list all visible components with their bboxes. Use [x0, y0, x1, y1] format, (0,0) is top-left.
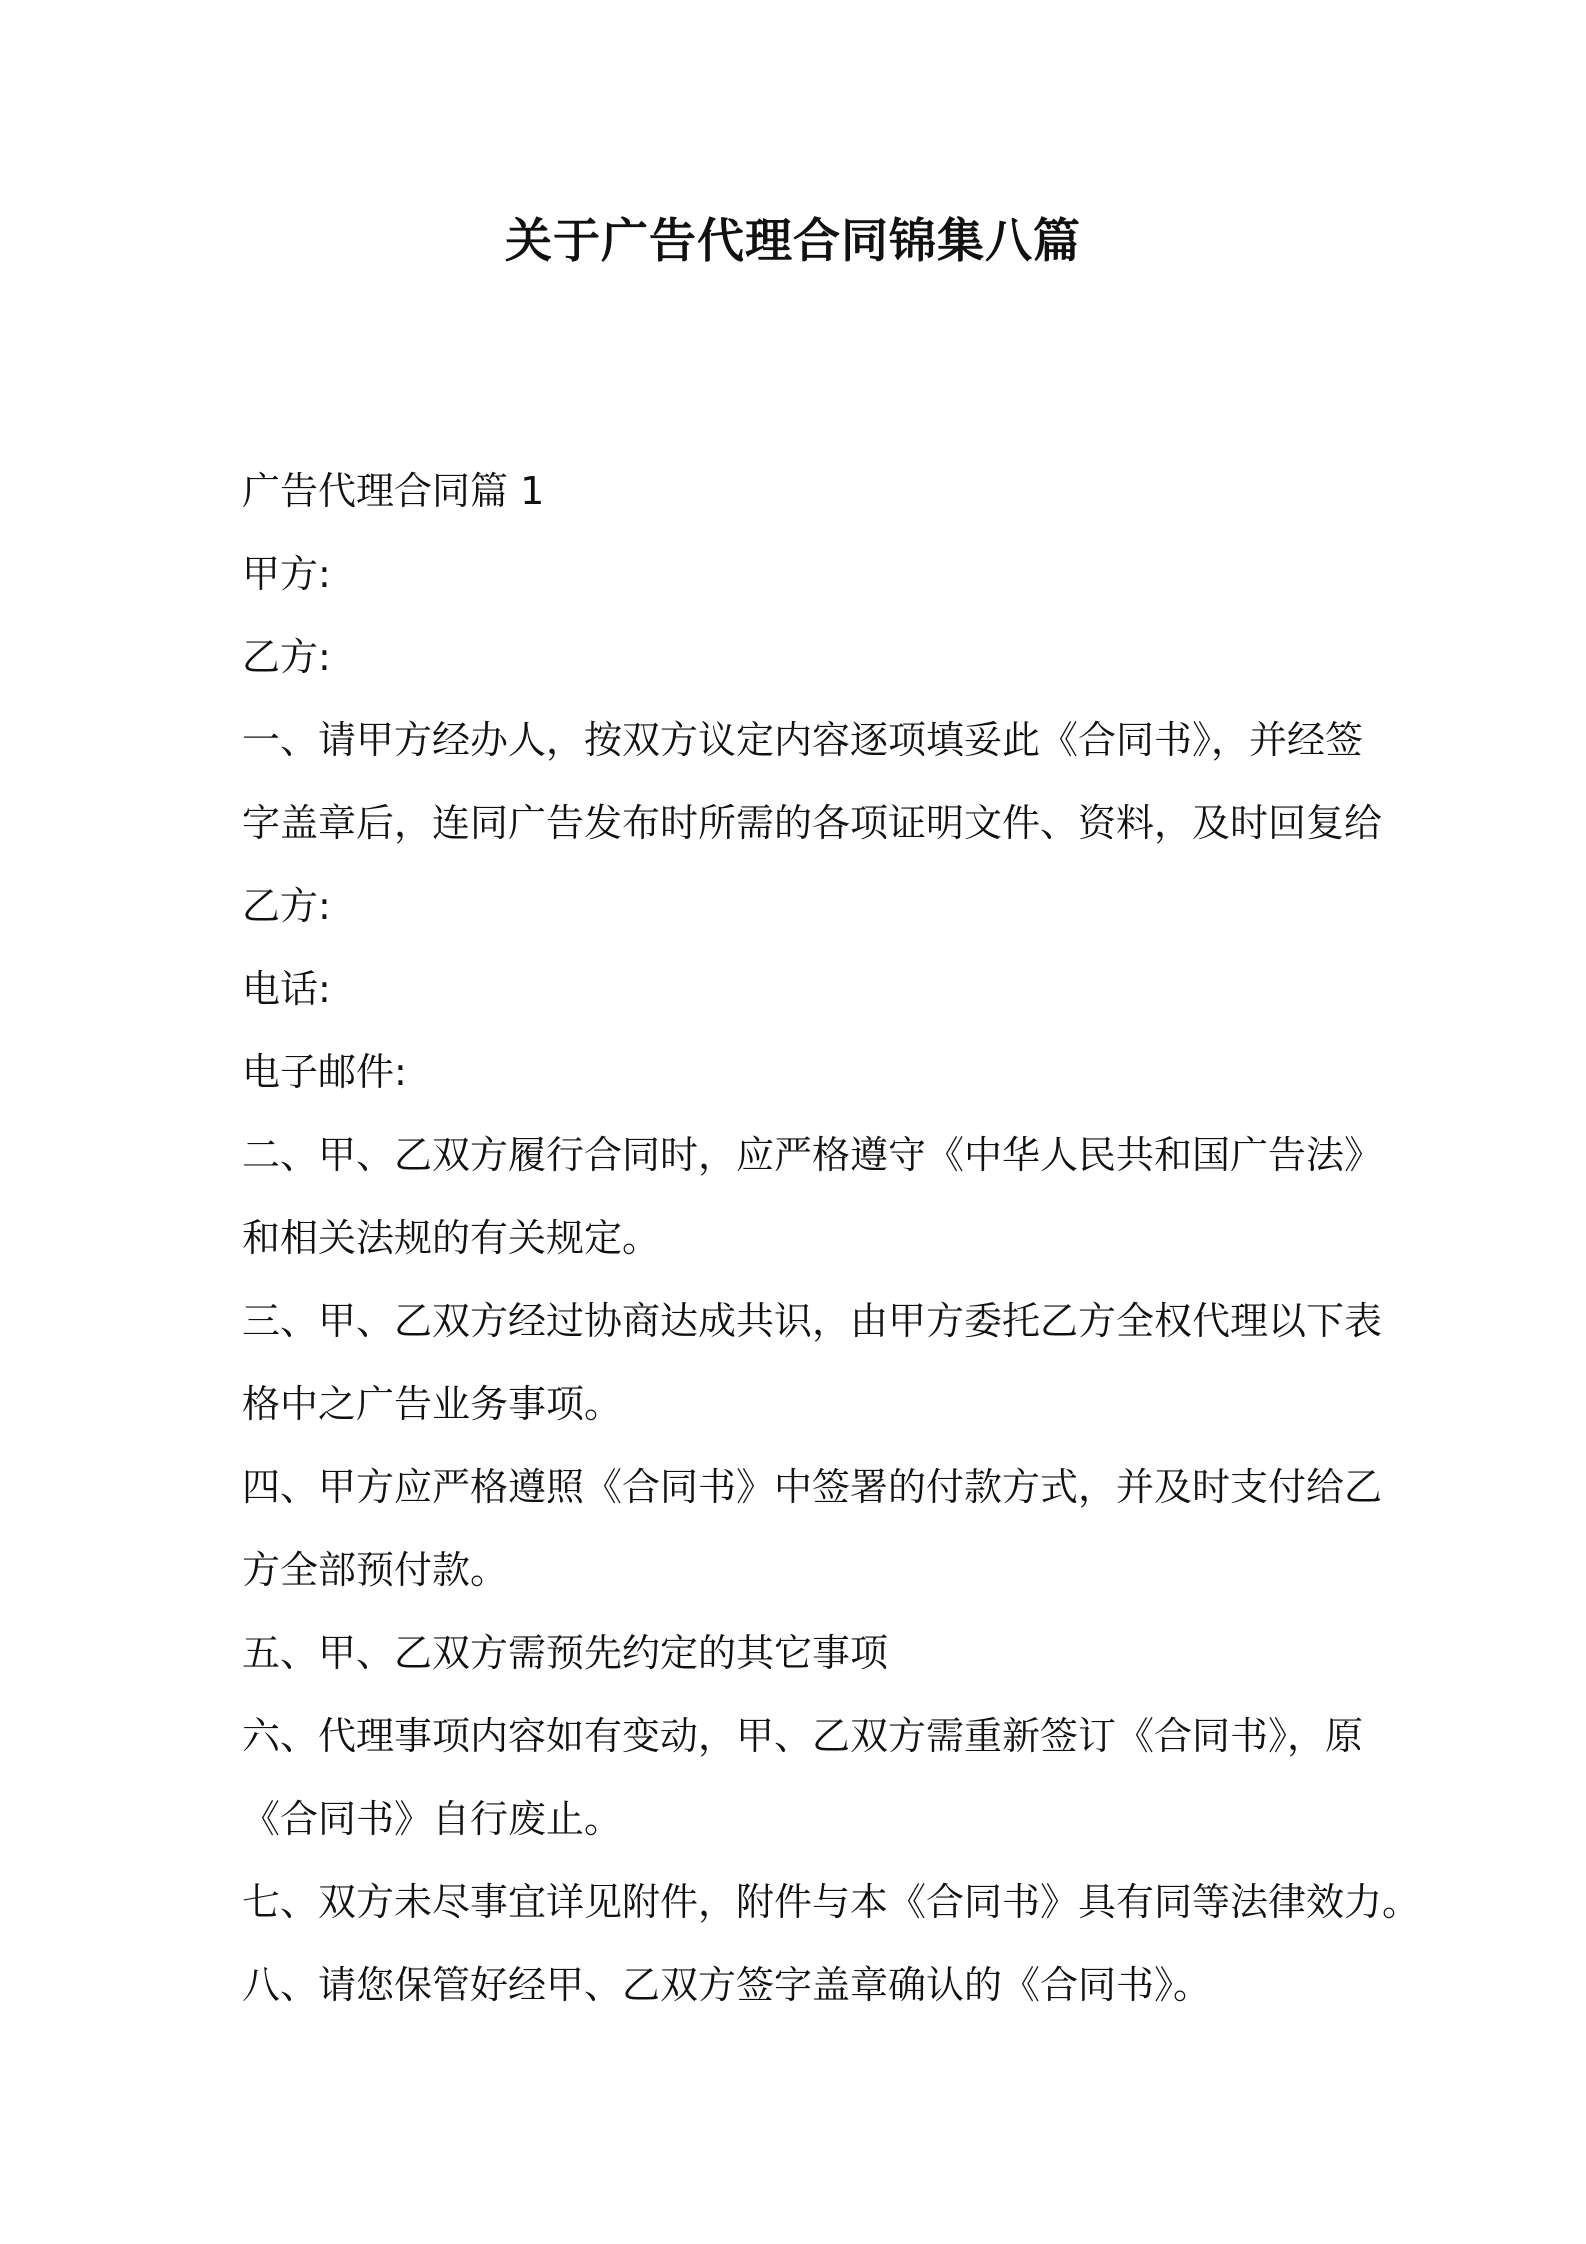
section-heading: 广告代理合同篇 1	[242, 469, 545, 513]
email-field: 电子邮件:	[242, 1050, 407, 1094]
clause-1-line-2: 字盖章后，连同广告发布时所需的各项证明文件、资料，及时回复给	[242, 801, 1383, 845]
clause-6-line-1: 六、代理事项内容如有变动，甲、乙双方需重新签订《合同书》，原	[242, 1714, 1364, 1758]
clause-6-line-2: 《合同书》自行废止。	[242, 1797, 623, 1841]
document-body	[242, 450, 1421, 2027]
clause-4-line-2: 方全部预付款。	[242, 1548, 509, 1592]
document-title: 关于广告代理合同锦集八篇	[505, 214, 1081, 269]
party-b-field: 乙方:	[242, 635, 331, 679]
clause-2-line-1: 二、甲、乙双方履行合同时，应严格遵守《中华人民共和国广告法》	[242, 1133, 1383, 1177]
phone-field: 电话:	[242, 967, 331, 1011]
clause-4-line-1: 四、甲方应严格遵照《合同书》中签署的付款方式，并及时支付给乙	[242, 1465, 1383, 1509]
clause-2-line-2: 和相关法规的有关规定。	[242, 1216, 661, 1260]
clause-3-line-2: 格中之广告业务事项。	[242, 1382, 623, 1426]
reply-party-b-field: 乙方:	[242, 884, 331, 928]
clause-3-line-1: 三、甲、乙双方经过协商达成共识，由甲方委托乙方全权代理以下表	[242, 1299, 1383, 1343]
party-a-field: 甲方:	[242, 552, 331, 596]
clause-7: 七、双方未尽事宜详见附件，附件与本《合同书》具有同等法律效力。	[242, 1880, 1421, 1924]
clause-1-line-1: 一、请甲方经办人，按双方议定内容逐项填妥此《合同书》，并经签	[242, 718, 1364, 762]
clause-5: 五、甲、乙双方需预先约定的其它事项	[242, 1631, 889, 1675]
clause-8: 八、请您保管好经甲、乙双方签字盖章确认的《合同书》。	[242, 1963, 1212, 2007]
